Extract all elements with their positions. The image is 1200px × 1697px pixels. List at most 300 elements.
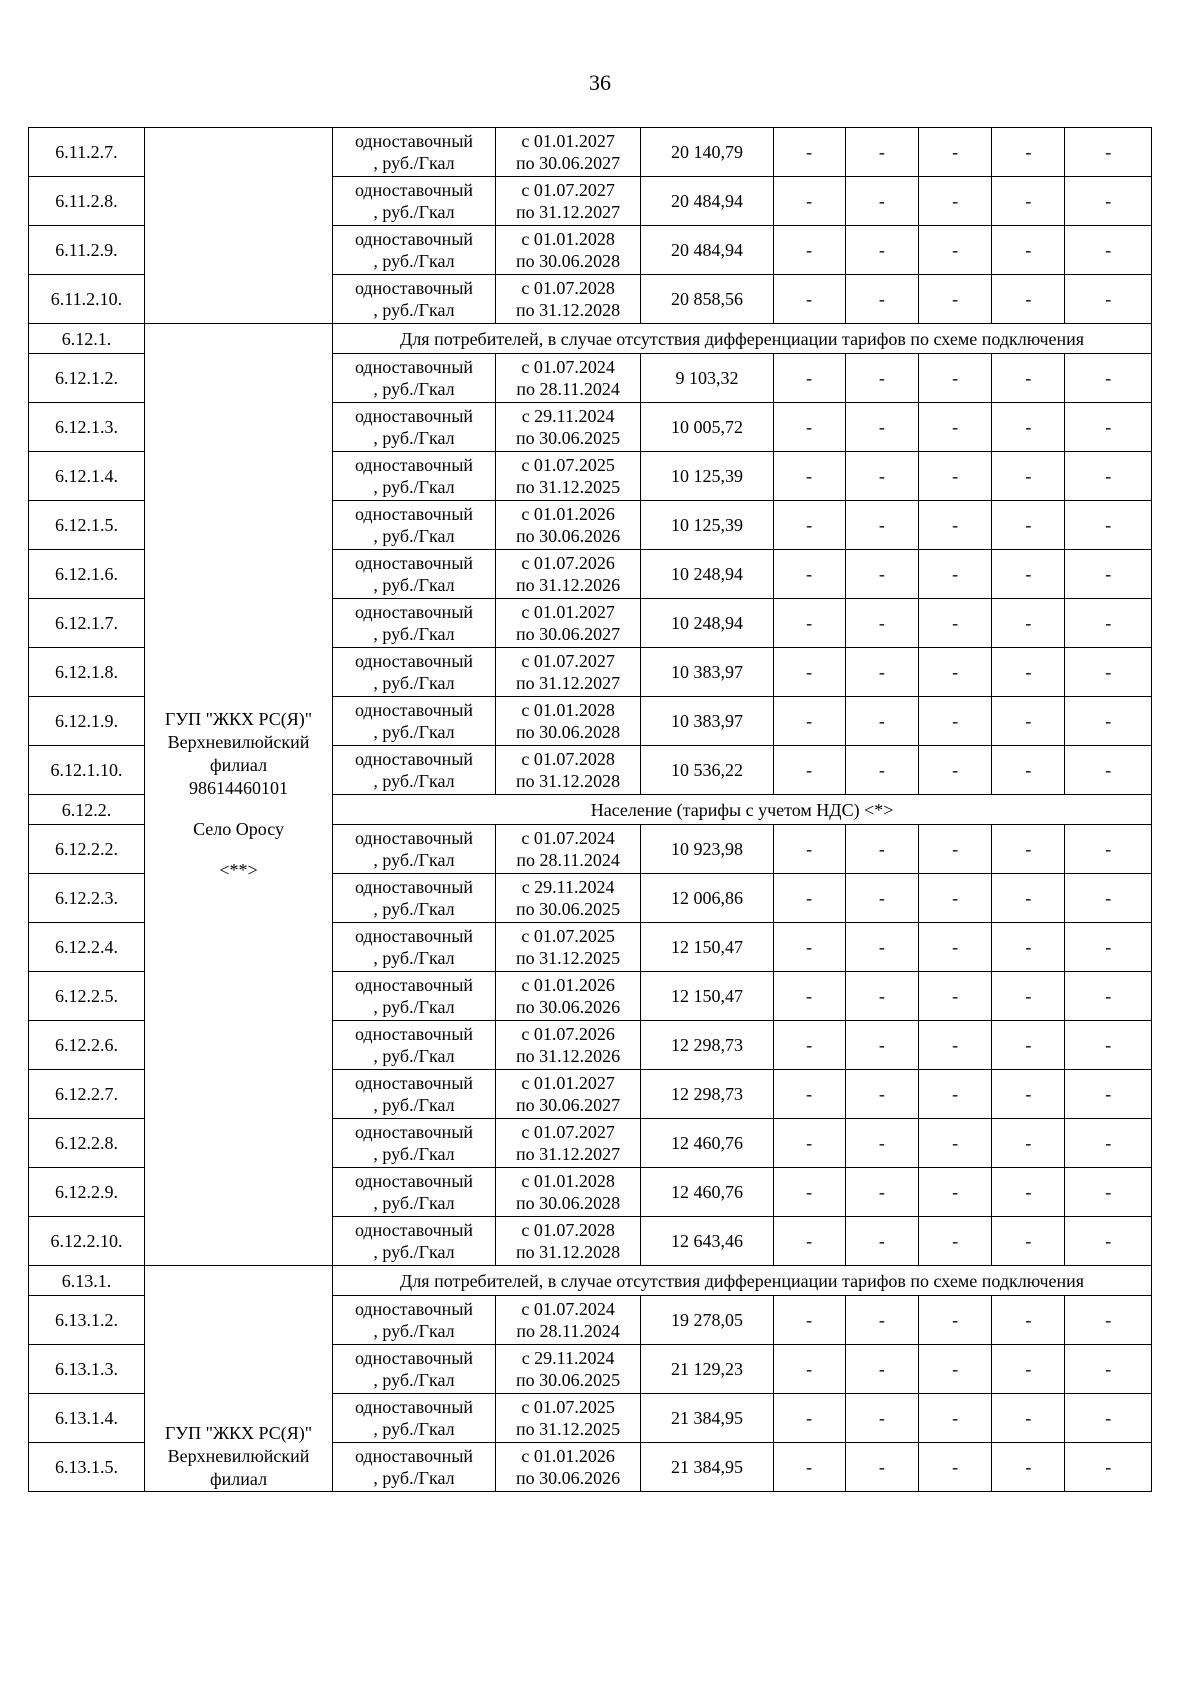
tariff-type: одноставочный — [354, 455, 474, 475]
organization-line: 98614460101 — [189, 777, 289, 798]
tariff-unit: , руб./Гкал — [373, 1144, 455, 1164]
empty-dash-cell: - — [1065, 403, 1152, 452]
empty-dash-cell: - — [992, 697, 1065, 746]
empty-dash-cell: - — [992, 1070, 1065, 1119]
period-cell — [495, 923, 640, 972]
tariff-type: одноставочный — [354, 700, 474, 720]
empty-dash-cell: - — [845, 403, 918, 452]
period-from: с 01.01.2027 — [521, 602, 615, 622]
empty-dash-cell: - — [992, 226, 1065, 275]
period-to: по 31.12.2026 — [516, 575, 621, 595]
empty-dash-cell: - — [845, 452, 918, 501]
spacer — [147, 800, 330, 818]
tariff-unit: , руб./Гкал — [373, 379, 455, 399]
section-title: Население (тарифы с учетом НДС) <*> — [333, 795, 1152, 825]
period-cell — [495, 452, 640, 501]
tariff-unit: , руб./Гкал — [373, 300, 455, 320]
tariff-type-cell — [333, 923, 496, 972]
tariff-type: одноставочный — [354, 828, 474, 848]
period-cell — [495, 1443, 640, 1492]
period-to: по 30.06.2026 — [516, 997, 621, 1017]
tariff-type: одноставочный — [354, 180, 474, 200]
empty-dash-cell: - — [773, 452, 845, 501]
tariff-value: 12 643,46 — [641, 1217, 773, 1266]
period-from: с 29.11.2024 — [521, 877, 615, 897]
period-cell — [495, 874, 640, 923]
tariff-type-cell — [333, 501, 496, 550]
period-cell — [495, 403, 640, 452]
tariff-unit: , руб./Гкал — [373, 997, 455, 1017]
period-to: по 31.12.2028 — [516, 1242, 621, 1262]
empty-dash-cell: - — [919, 923, 992, 972]
empty-dash-cell: - — [992, 177, 1065, 226]
tariff-unit: , руб./Гкал — [373, 575, 455, 595]
empty-dash-cell: - — [845, 1217, 918, 1266]
empty-dash-cell: - — [919, 1296, 992, 1345]
tariff-type: одноставочный — [354, 1073, 474, 1093]
table-row — [29, 128, 1152, 177]
tariff-type: одноставочный — [354, 1024, 474, 1044]
row-number: 6.11.2.9. — [29, 226, 145, 275]
period-to: по 30.06.2028 — [516, 722, 621, 742]
empty-dash-cell: - — [1065, 354, 1152, 403]
empty-dash-cell: - — [1065, 275, 1152, 324]
tariff-unit: , руб./Гкал — [373, 202, 455, 222]
tariff-table — [28, 127, 1152, 1492]
period-cell — [495, 128, 640, 177]
tariff-unit: , руб./Гкал — [373, 850, 455, 870]
period-cell — [495, 501, 640, 550]
tariff-type: одноставочный — [354, 553, 474, 573]
period-from: с 01.01.2026 — [521, 975, 615, 995]
empty-dash-cell: - — [919, 1345, 992, 1394]
tariff-unit: , руб./Гкал — [373, 1193, 455, 1213]
empty-dash-cell: - — [773, 1119, 845, 1168]
empty-dash-cell: - — [919, 825, 992, 874]
empty-dash-cell: - — [919, 697, 992, 746]
row-number: 6.13.1.5. — [29, 1443, 145, 1492]
tariff-value: 10 383,97 — [641, 648, 773, 697]
empty-dash-cell: - — [773, 177, 845, 226]
organization-line: филиал — [210, 1469, 268, 1489]
period-from: с 01.07.2028 — [521, 1220, 615, 1240]
empty-dash-cell: - — [992, 1345, 1065, 1394]
section-number: 6.13.1. — [29, 1266, 145, 1296]
period-from: с 29.11.2024 — [521, 1348, 615, 1368]
empty-dash-cell: - — [1065, 599, 1152, 648]
period-cell — [495, 275, 640, 324]
period-cell — [495, 177, 640, 226]
tariff-unit: , руб./Гкал — [373, 1242, 455, 1262]
tariff-value: 10 125,39 — [641, 452, 773, 501]
section-title: Для потребителей, в случае отсутствия дифференциации тарифов по схеме подключения — [333, 324, 1152, 354]
empty-dash-cell: - — [1065, 226, 1152, 275]
empty-dash-cell: - — [1065, 452, 1152, 501]
period-cell — [495, 1394, 640, 1443]
page-number: 36 — [589, 70, 611, 95]
empty-dash-cell: - — [773, 1168, 845, 1217]
empty-dash-cell: - — [992, 501, 1065, 550]
empty-dash-cell: - — [845, 550, 918, 599]
period-to: по 31.12.2025 — [516, 1419, 621, 1439]
empty-dash-cell: - — [992, 599, 1065, 648]
section-title: Для потребителей, в случае отсутствия дифференциации тарифов по схеме подключения — [333, 1266, 1152, 1296]
empty-dash-cell: - — [1065, 1345, 1152, 1394]
tariff-unit: , руб./Гкал — [373, 153, 455, 173]
tariff-unit: , руб./Гкал — [373, 722, 455, 742]
tariff-value: 21 129,23 — [641, 1345, 773, 1394]
row-number: 6.11.2.10. — [29, 275, 145, 324]
tariff-unit: , руб./Гкал — [373, 1095, 455, 1115]
empty-dash-cell: - — [773, 599, 845, 648]
period-cell — [495, 226, 640, 275]
period-from: с 01.07.2024 — [521, 1299, 615, 1319]
organization-line: ГУП "ЖКХ РС(Я)" — [164, 1423, 313, 1443]
tariff-type-cell — [333, 1296, 496, 1345]
empty-dash-cell: - — [773, 1217, 845, 1266]
row-number: 6.12.1.10. — [29, 746, 145, 795]
tariff-type: одноставочный — [354, 1299, 474, 1319]
tariff-unit: , руб./Гкал — [373, 771, 455, 791]
empty-dash-cell: - — [845, 825, 918, 874]
period-from: с 01.01.2028 — [521, 1171, 615, 1191]
row-number: 6.11.2.7. — [29, 128, 145, 177]
period-from: с 01.01.2026 — [521, 504, 615, 524]
tariff-type-cell — [333, 599, 496, 648]
tariff-unit: , руб./Гкал — [373, 948, 455, 968]
empty-dash-cell: - — [1065, 874, 1152, 923]
period-cell — [495, 550, 640, 599]
empty-dash-cell: - — [919, 226, 992, 275]
row-number: 6.12.1.5. — [29, 501, 145, 550]
tariff-type-cell — [333, 1168, 496, 1217]
tariff-type-cell — [333, 403, 496, 452]
period-from: с 01.01.2027 — [521, 1073, 615, 1093]
empty-dash-cell: - — [1065, 746, 1152, 795]
period-cell — [495, 1070, 640, 1119]
empty-dash-cell: - — [992, 648, 1065, 697]
tariff-type: одноставочный — [354, 975, 474, 995]
period-from: с 01.07.2028 — [521, 278, 615, 298]
spacer — [147, 841, 330, 859]
period-from: с 01.07.2026 — [521, 553, 615, 573]
empty-dash-cell: - — [845, 501, 918, 550]
empty-dash-cell: - — [845, 648, 918, 697]
empty-dash-cell: - — [1065, 1296, 1152, 1345]
tariff-type: одноставочный — [354, 131, 474, 151]
tariff-type-cell — [333, 1345, 496, 1394]
period-from: с 01.01.2028 — [521, 700, 615, 720]
tariff-type-cell — [333, 226, 496, 275]
empty-dash-cell: - — [919, 501, 992, 550]
tariff-type-cell — [333, 874, 496, 923]
empty-dash-cell: - — [992, 1217, 1065, 1266]
row-number: 6.12.2.10. — [29, 1217, 145, 1266]
period-to: по 30.06.2027 — [516, 153, 621, 173]
tariff-value: 21 384,95 — [641, 1394, 773, 1443]
empty-dash-cell: - — [773, 825, 845, 874]
tariff-value: 19 278,05 — [641, 1296, 773, 1345]
empty-dash-cell: - — [1065, 648, 1152, 697]
tariff-unit: , руб./Гкал — [373, 1046, 455, 1066]
organization-cell — [144, 1266, 332, 1492]
row-number: 6.12.2.6. — [29, 1021, 145, 1070]
organization-cell — [144, 324, 332, 1266]
empty-dash-cell: - — [773, 1345, 845, 1394]
empty-dash-cell: - — [773, 972, 845, 1021]
tariff-unit: , руб./Гкал — [373, 673, 455, 693]
empty-dash-cell: - — [1065, 501, 1152, 550]
empty-dash-cell: - — [845, 128, 918, 177]
row-number: 6.12.1.2. — [29, 354, 145, 403]
period-cell — [495, 1021, 640, 1070]
row-number: 6.12.2.5. — [29, 972, 145, 1021]
section-number: 6.12.2. — [29, 795, 145, 825]
period-from: с 01.01.2028 — [521, 229, 615, 249]
empty-dash-cell: - — [919, 1021, 992, 1070]
empty-dash-cell: - — [992, 128, 1065, 177]
tariff-type: одноставочный — [354, 926, 474, 946]
empty-dash-cell: - — [992, 972, 1065, 1021]
tariff-type: одноставочный — [354, 602, 474, 622]
tariff-value: 10 248,94 — [641, 550, 773, 599]
empty-dash-cell: - — [773, 550, 845, 599]
period-cell — [495, 697, 640, 746]
empty-dash-cell: - — [919, 1168, 992, 1217]
tariff-value: 10 005,72 — [641, 403, 773, 452]
period-from: с 01.07.2027 — [521, 180, 615, 200]
period-cell — [495, 746, 640, 795]
empty-dash-cell: - — [845, 1070, 918, 1119]
empty-dash-cell: - — [845, 177, 918, 226]
tariff-type-cell — [333, 1119, 496, 1168]
empty-dash-cell: - — [773, 1021, 845, 1070]
empty-dash-cell: - — [773, 746, 845, 795]
period-from: с 01.07.2027 — [521, 651, 615, 671]
period-to: по 31.12.2025 — [516, 477, 621, 497]
row-number: 6.12.2.4. — [29, 923, 145, 972]
empty-dash-cell: - — [773, 1443, 845, 1492]
tariff-unit: , руб./Гкал — [373, 899, 455, 919]
empty-dash-cell: - — [1065, 1394, 1152, 1443]
empty-dash-cell: - — [992, 1394, 1065, 1443]
empty-dash-cell: - — [919, 403, 992, 452]
tariff-type-cell — [333, 972, 496, 1021]
empty-dash-cell: - — [845, 1021, 918, 1070]
empty-dash-cell: - — [773, 128, 845, 177]
period-to: по 30.06.2025 — [516, 899, 621, 919]
empty-dash-cell: - — [773, 923, 845, 972]
tariff-unit: , руб./Гкал — [373, 624, 455, 644]
tariff-type-cell — [333, 128, 496, 177]
period-to: по 30.06.2028 — [516, 251, 621, 271]
row-number: 6.13.1.3. — [29, 1345, 145, 1394]
tariff-unit: , руб./Гкал — [373, 477, 455, 497]
tariff-value: 12 460,76 — [641, 1119, 773, 1168]
empty-dash-cell: - — [919, 972, 992, 1021]
empty-dash-cell: - — [992, 1119, 1065, 1168]
empty-dash-cell: - — [1065, 697, 1152, 746]
empty-dash-cell: - — [992, 550, 1065, 599]
tariff-type-cell — [333, 1443, 496, 1492]
empty-dash-cell: - — [845, 1345, 918, 1394]
empty-dash-cell: - — [1065, 1119, 1152, 1168]
tariff-unit: , руб./Гкал — [373, 251, 455, 271]
period-from: с 01.07.2026 — [521, 1024, 615, 1044]
organization-line: Село Оросу — [193, 818, 284, 839]
tariff-type-cell — [333, 452, 496, 501]
period-cell — [495, 599, 640, 648]
tariff-value: 9 103,32 — [641, 354, 773, 403]
empty-dash-cell: - — [845, 275, 918, 324]
empty-dash-cell: - — [919, 1217, 992, 1266]
tariff-value: 20 858,56 — [641, 275, 773, 324]
empty-dash-cell: - — [773, 275, 845, 324]
empty-dash-cell: - — [919, 1394, 992, 1443]
tariff-value: 21 384,95 — [641, 1443, 773, 1492]
tariff-type-cell — [333, 697, 496, 746]
empty-dash-cell: - — [845, 697, 918, 746]
tariff-value: 20 484,94 — [641, 177, 773, 226]
empty-dash-cell: - — [773, 648, 845, 697]
empty-dash-cell: - — [1065, 1021, 1152, 1070]
period-from: с 01.07.2024 — [521, 357, 615, 377]
period-cell — [495, 354, 640, 403]
organization-line: Верхневилюйский — [167, 1446, 310, 1466]
empty-dash-cell: - — [1065, 923, 1152, 972]
empty-dash-cell: - — [845, 746, 918, 795]
tariff-unit: , руб./Гкал — [373, 1370, 455, 1390]
empty-dash-cell: - — [919, 452, 992, 501]
period-to: по 31.12.2027 — [516, 202, 621, 222]
tariff-type: одноставочный — [354, 1348, 474, 1368]
empty-dash-cell: - — [773, 354, 845, 403]
period-to: по 28.11.2024 — [516, 1321, 620, 1341]
tariff-type: одноставочный — [354, 229, 474, 249]
period-cell — [495, 1217, 640, 1266]
tariff-value: 20 140,79 — [641, 128, 773, 177]
organization-line: Верхневилюйский — [167, 731, 310, 752]
empty-dash-cell: - — [1065, 1217, 1152, 1266]
period-cell — [495, 1168, 640, 1217]
empty-dash-cell: - — [1065, 972, 1152, 1021]
tariff-type-cell — [333, 648, 496, 697]
empty-dash-cell: - — [1065, 128, 1152, 177]
period-to: по 31.12.2028 — [516, 771, 621, 791]
empty-dash-cell: - — [773, 1070, 845, 1119]
row-number: 6.12.1.3. — [29, 403, 145, 452]
period-from: с 01.01.2026 — [521, 1446, 615, 1466]
row-number: 6.11.2.8. — [29, 177, 145, 226]
row-number: 6.12.2.9. — [29, 1168, 145, 1217]
empty-dash-cell: - — [845, 599, 918, 648]
tariff-type-cell — [333, 275, 496, 324]
empty-dash-cell: - — [845, 1443, 918, 1492]
row-number: 6.13.1.4. — [29, 1394, 145, 1443]
empty-dash-cell: - — [919, 599, 992, 648]
row-number: 6.13.1.2. — [29, 1296, 145, 1345]
empty-dash-cell: - — [919, 874, 992, 923]
period-to: по 30.06.2026 — [516, 1468, 621, 1488]
tariff-type: одноставочный — [354, 651, 474, 671]
empty-dash-cell: - — [773, 1394, 845, 1443]
tariff-unit: , руб./Гкал — [373, 428, 455, 448]
period-cell — [495, 972, 640, 1021]
empty-dash-cell: - — [992, 746, 1065, 795]
empty-dash-cell: - — [919, 1070, 992, 1119]
row-number: 6.12.1.4. — [29, 452, 145, 501]
organization-cell — [144, 128, 332, 324]
empty-dash-cell: - — [992, 1443, 1065, 1492]
organization-line: <**> — [219, 859, 258, 880]
empty-dash-cell: - — [919, 128, 992, 177]
organization-line: филиал — [210, 754, 268, 775]
row-number: 6.12.2.7. — [29, 1070, 145, 1119]
period-from: с 01.01.2027 — [521, 131, 615, 151]
empty-dash-cell: - — [992, 923, 1065, 972]
period-to: по 30.06.2028 — [516, 1193, 621, 1213]
empty-dash-cell: - — [1065, 177, 1152, 226]
period-to: по 31.12.2028 — [516, 300, 621, 320]
empty-dash-cell: - — [845, 354, 918, 403]
tariff-type: одноставочный — [354, 1122, 474, 1142]
empty-dash-cell: - — [845, 1168, 918, 1217]
tariff-type-cell — [333, 1217, 496, 1266]
period-from: с 01.07.2027 — [521, 1122, 615, 1142]
empty-dash-cell: - — [845, 923, 918, 972]
empty-dash-cell: - — [919, 177, 992, 226]
empty-dash-cell: - — [845, 1296, 918, 1345]
empty-dash-cell: - — [992, 1021, 1065, 1070]
period-cell — [495, 825, 640, 874]
period-from: с 29.11.2024 — [521, 406, 615, 426]
period-to: по 28.11.2024 — [516, 379, 620, 399]
organization-line: ГУП "ЖКХ РС(Я)" — [164, 708, 313, 729]
empty-dash-cell: - — [1065, 550, 1152, 599]
period-to: по 30.06.2025 — [516, 428, 621, 448]
empty-dash-cell: - — [773, 226, 845, 275]
tariff-value: 10 536,22 — [641, 746, 773, 795]
empty-dash-cell: - — [919, 648, 992, 697]
empty-dash-cell: - — [1065, 1168, 1152, 1217]
tariff-type-cell — [333, 177, 496, 226]
period-to: по 31.12.2027 — [516, 673, 621, 693]
period-to: по 30.06.2026 — [516, 526, 621, 546]
row-number: 6.12.2.3. — [29, 874, 145, 923]
tariff-value: 10 248,94 — [641, 599, 773, 648]
section-number: 6.12.1. — [29, 324, 145, 354]
empty-dash-cell: - — [992, 1168, 1065, 1217]
tariff-value: 20 484,94 — [641, 226, 773, 275]
empty-dash-cell: - — [992, 452, 1065, 501]
tariff-value: 10 125,39 — [641, 501, 773, 550]
period-to: по 30.06.2027 — [516, 624, 621, 644]
tariff-type-cell — [333, 1021, 496, 1070]
period-cell — [495, 1296, 640, 1345]
empty-dash-cell: - — [773, 1296, 845, 1345]
empty-dash-cell: - — [845, 972, 918, 1021]
tariff-type-cell — [333, 354, 496, 403]
period-to: по 30.06.2025 — [516, 1370, 621, 1390]
period-to: по 31.12.2027 — [516, 1144, 621, 1164]
tariff-type: одноставочный — [354, 406, 474, 426]
empty-dash-cell: - — [992, 1296, 1065, 1345]
tariff-type: одноставочный — [354, 357, 474, 377]
tariff-type-cell — [333, 550, 496, 599]
tariff-type: одноставочный — [354, 278, 474, 298]
row-number: 6.12.2.8. — [29, 1119, 145, 1168]
tariff-unit: , руб./Гкал — [373, 1468, 455, 1488]
